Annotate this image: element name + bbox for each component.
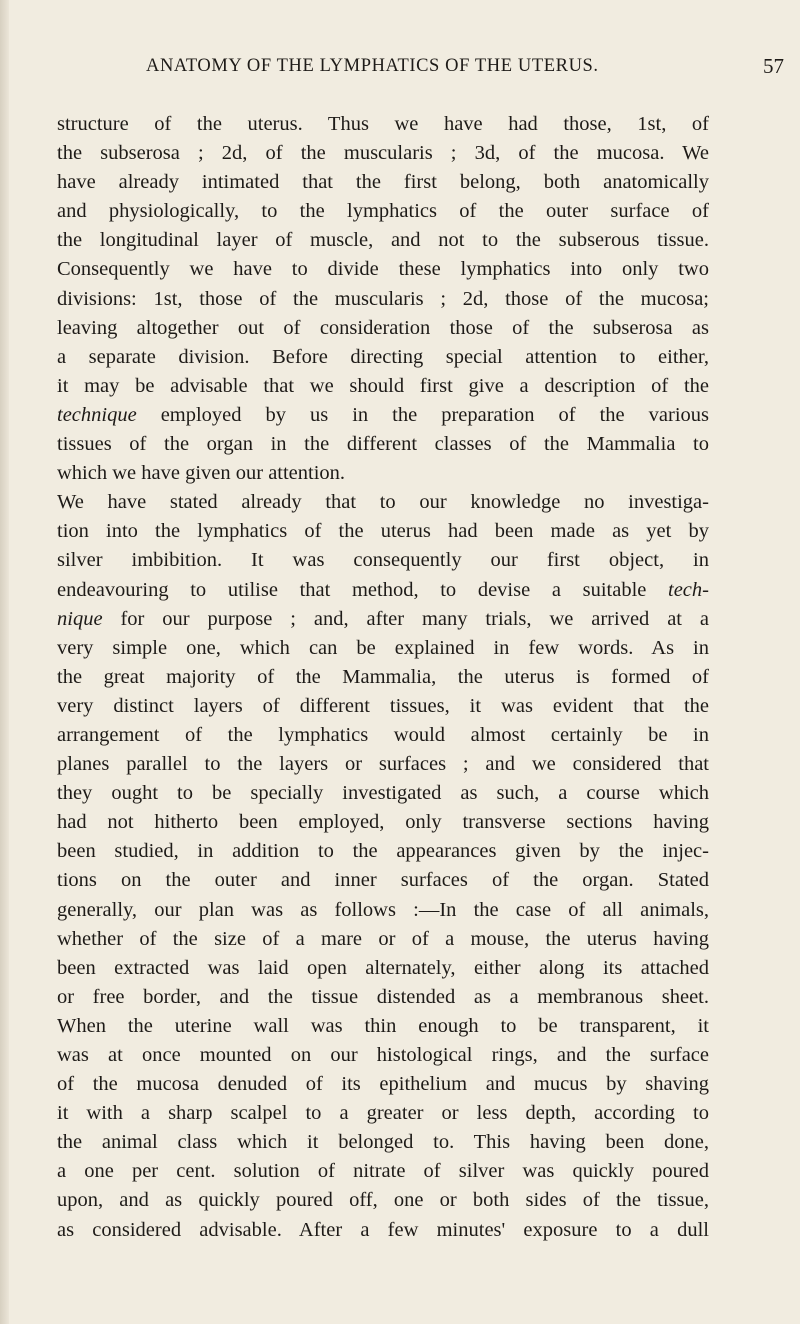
text-line xyxy=(57,808,709,837)
text-line xyxy=(57,314,709,343)
text-segment: upon, and as quickly poured off, one or both sides of the tissue, xyxy=(57,1189,709,1212)
running-head xyxy=(0,56,800,86)
text-line xyxy=(57,343,709,372)
text-segment: leaving altogether out of consideration those of the subserosa as xyxy=(57,316,709,339)
text-segment: structure of the uterus. Thus we have had those, 1st, of xyxy=(57,113,709,135)
text-line xyxy=(57,605,709,634)
text-segment: silver imbibition. It was consequently our first object, in xyxy=(57,549,709,572)
text-segment: was at once mounted on our histological rings, and the surface xyxy=(57,1044,709,1066)
body-text xyxy=(57,110,709,1245)
text-segment: whether of the size of a mare or of a mouse, the uterus having xyxy=(57,927,709,950)
text-line xyxy=(57,459,709,488)
text-segment: as considered advisable. After a few minutes' exposure to a dull xyxy=(57,1218,709,1241)
text-segment: the longitudinal layer of muscle, and not to the subserous tissue. xyxy=(57,229,709,252)
text-line xyxy=(57,1070,709,1099)
text-line xyxy=(57,663,709,692)
text-line xyxy=(57,1041,709,1070)
text-line xyxy=(57,837,709,866)
text-segment: a one per cent. solution of nitrate of silver was quickly poured xyxy=(57,1160,709,1183)
text-line xyxy=(57,488,709,517)
italic-text: nique xyxy=(57,607,103,630)
text-line xyxy=(57,779,709,808)
page-number: 57 xyxy=(763,54,784,78)
text-segment: and physiologically, to the lymphatics of the outer surface of xyxy=(57,200,709,223)
text-segment: been studied, in addition to the appearances given by the injec- xyxy=(57,840,709,863)
text-segment: for our purpose ; and, after many trials, we arrived at a xyxy=(102,607,709,630)
text-line xyxy=(57,954,709,983)
text-segment: very simple one, which can be explained in few words. As in xyxy=(57,636,709,659)
text-segment: the subserosa ; 2d, of the muscularis ; 3d, of the mucosa. We xyxy=(57,142,709,165)
text-segment: planes parallel to the layers or surfaces ; and we considered that xyxy=(57,753,709,776)
text-segment: arrangement of the lymphatics would almost certainly be in xyxy=(57,723,709,746)
text-line xyxy=(57,139,709,168)
text-line xyxy=(57,226,709,255)
italic-text: technique xyxy=(57,403,137,426)
text-segment: had not hitherto been employed, only transverse sections having xyxy=(57,811,709,834)
text-line xyxy=(57,750,709,779)
text-line xyxy=(57,925,709,954)
text-line xyxy=(57,576,709,605)
text-line xyxy=(57,721,709,750)
text-segment: it with a sharp scalpel to a greater or less depth, according to xyxy=(57,1102,709,1125)
text-segment: We have stated already that to our knowledge no investiga- xyxy=(57,491,709,514)
text-line xyxy=(57,866,709,895)
text-line xyxy=(57,255,709,284)
text-line xyxy=(57,634,709,663)
text-line xyxy=(57,1157,709,1186)
text-line xyxy=(57,1099,709,1128)
text-line xyxy=(57,692,709,721)
text-line xyxy=(57,517,709,546)
text-line xyxy=(57,285,709,314)
text-segment: tions on the outer and inner surfaces of the organ. Stated xyxy=(57,869,709,892)
text-line xyxy=(57,110,709,139)
text-segment: Consequently we have to divide these lymphatics into only two xyxy=(57,258,709,281)
text-segment: tion into the lymphatics of the uterus had been made as yet by xyxy=(57,520,709,543)
text-segment: of the mucosa denuded of its epithelium and mucus by shaving xyxy=(57,1073,709,1096)
text-segment: they ought to be specially investigated as such, a course which xyxy=(57,782,709,805)
text-segment: employed by us in the preparation of the various xyxy=(136,403,709,426)
text-segment: it may be advisable that we should first give a description of the xyxy=(57,374,709,397)
text-line xyxy=(57,430,709,459)
text-line xyxy=(57,1186,709,1215)
text-segment: When the uterine wall was thin enough to be transparent, it xyxy=(57,1014,709,1037)
text-segment: generally, our plan was as follows :—In the case of all animals, xyxy=(57,898,709,921)
text-line xyxy=(57,1216,709,1245)
text-segment: a separate division. Before directing special attention to either, xyxy=(57,345,709,368)
text-segment: tissues of the organ in the different classes of the Mammalia to xyxy=(57,433,709,456)
text-line xyxy=(57,168,709,197)
text-segment: divisions: 1st, those of the muscularis ; 2d, those of the mucosa; xyxy=(57,287,709,310)
text-line xyxy=(57,546,709,575)
text-segment: have already intimated that the first belong, both anatomically xyxy=(57,171,709,194)
text-segment: endeavouring to utilise that method, to devise a suitable xyxy=(57,578,669,601)
text-line xyxy=(57,372,709,401)
text-line xyxy=(57,983,709,1012)
italic-text: tech- xyxy=(668,578,709,601)
text-segment: which we have given our attention. xyxy=(57,462,346,485)
text-segment: or free border, and the tissue distended as a membranous sheet. xyxy=(57,985,709,1008)
running-title: ANATOMY OF THE LYMPHATICS OF THE UTERUS. xyxy=(146,56,599,76)
text-line xyxy=(57,401,709,430)
text-segment: been extracted was laid open alternately, either along its attached xyxy=(57,956,709,979)
text-line xyxy=(57,1012,709,1041)
text-line xyxy=(57,896,709,925)
text-segment: the great majority of the Mammalia, the uterus is formed of xyxy=(57,665,709,688)
text-segment: the animal class which it belonged to. This having been done, xyxy=(57,1131,709,1154)
page-binding-edge xyxy=(0,0,9,1324)
text-segment: very distinct layers of different tissues, it was evident that the xyxy=(57,694,709,717)
text-line xyxy=(57,1128,709,1157)
text-line xyxy=(57,197,709,226)
